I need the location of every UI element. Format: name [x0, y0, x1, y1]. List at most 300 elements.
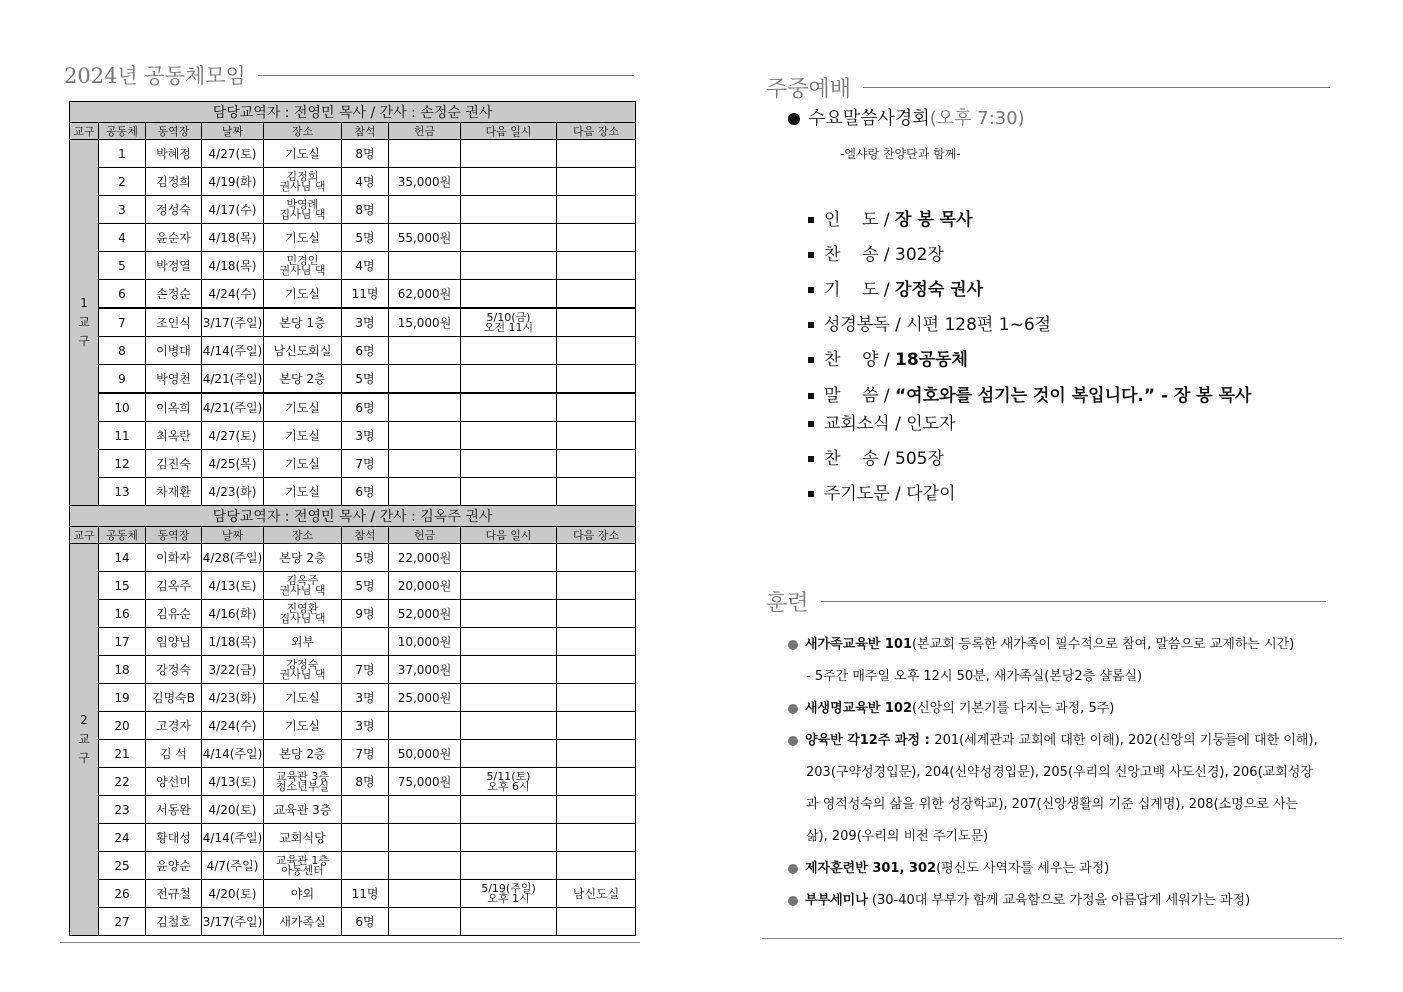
group-number: 25: [99, 852, 146, 880]
table-row: [70, 196, 636, 224]
leader-name: 김철호: [146, 908, 202, 936]
order-value: 장 봉 목사: [895, 210, 973, 230]
group-number: 18: [99, 656, 146, 684]
table-row: [70, 628, 636, 656]
column-header: 장소: [264, 123, 342, 140]
attendance: [342, 852, 389, 880]
next-place: [557, 450, 636, 478]
group-number: 26: [99, 880, 146, 908]
service-name: 수요말씀사경회: [808, 108, 930, 129]
community-schedule-table: [69, 101, 636, 936]
next-place: [557, 628, 636, 656]
square-bullet-icon: [808, 287, 814, 293]
meeting-date: 3/17(주일): [202, 308, 264, 337]
table-row: [70, 224, 636, 252]
training-name: 새가족교육반 101: [805, 637, 913, 652]
offering: [389, 140, 461, 168]
group-number: 16: [99, 600, 146, 628]
leader-name: 조인식: [146, 308, 202, 337]
training-item-200-line4: 삶), 209(우리의 비전 주기도문): [806, 829, 989, 844]
leader-name: 박정열: [146, 252, 202, 280]
offering: [389, 880, 461, 908]
offering: 62,000원: [389, 280, 461, 309]
next-date: [461, 478, 557, 506]
offering: [389, 796, 461, 824]
group-number: 11: [99, 422, 146, 450]
meeting-place: 교육관 3층: [264, 796, 342, 824]
order-value: 18공동체: [895, 350, 968, 370]
meeting-date: 4/13(토): [202, 572, 264, 600]
order-label: 교회소식 /: [824, 414, 907, 434]
order-label: 주기도문 /: [824, 484, 907, 504]
offering: [389, 337, 461, 365]
meeting-date: 3/17(주일): [202, 908, 264, 936]
order-label: 찬 송 /: [824, 449, 895, 469]
group-number: 17: [99, 628, 146, 656]
training-name: 부부세미나: [805, 893, 868, 908]
attendance: 4명: [342, 168, 389, 196]
training-item-102: [788, 693, 1318, 725]
table-row: [70, 768, 636, 796]
table-row: [70, 280, 636, 309]
next-date: [461, 852, 557, 880]
meeting-date: 4/28(주일): [202, 544, 264, 572]
table-row: [70, 544, 636, 572]
attendance: 8명: [342, 196, 389, 224]
next-date: [461, 365, 557, 394]
column-header: 동역장: [146, 123, 202, 140]
left-bottom-rule: [60, 942, 640, 943]
column-header: 날짜: [202, 123, 264, 140]
title-rule: [258, 75, 634, 76]
group-number: 27: [99, 908, 146, 936]
next-place: [557, 365, 636, 394]
attendance: 5명: [342, 544, 389, 572]
worship-order-item: [808, 275, 983, 300]
leader-name: 김유순: [146, 600, 202, 628]
meeting-place: 박영례 집사님 댁: [264, 196, 342, 224]
column-header: 다음 일시: [461, 123, 557, 140]
group-number: 23: [99, 796, 146, 824]
meeting-date: 4/19(화): [202, 168, 264, 196]
leader-name: 황대성: [146, 824, 202, 852]
group-number: 21: [99, 740, 146, 768]
attendance: [342, 628, 389, 656]
leader-name: 전규철: [146, 880, 202, 908]
next-date: [461, 712, 557, 740]
worship-order-item: [808, 409, 956, 434]
meeting-date: 4/23(화): [202, 684, 264, 712]
meeting-date: 4/14(주일): [202, 824, 264, 852]
next-date: [461, 656, 557, 684]
right-bottom-rule: [762, 938, 1342, 939]
training-item-couples: [788, 885, 1318, 917]
attendance: 6명: [342, 478, 389, 506]
attendance: 3명: [342, 684, 389, 712]
meeting-place: 기도실: [264, 393, 342, 422]
group-number: 24: [99, 824, 146, 852]
table-row: [70, 450, 636, 478]
order-label: 성경봉독 /: [824, 315, 907, 335]
next-date: [461, 572, 557, 600]
attendance: 9명: [342, 600, 389, 628]
attendance: 8명: [342, 768, 389, 796]
training-item-101: [788, 629, 1318, 661]
next-date: [461, 168, 557, 196]
next-place: [557, 196, 636, 224]
column-header: 교구: [70, 123, 99, 140]
leader-name: 임양님: [146, 628, 202, 656]
group-number: 12: [99, 450, 146, 478]
next-date: [461, 450, 557, 478]
attendance: 7명: [342, 656, 389, 684]
worship-section-title: [766, 72, 1330, 103]
meeting-place: 교회식당: [264, 824, 342, 852]
meeting-date: 4/20(토): [202, 796, 264, 824]
next-place: [557, 740, 636, 768]
worship-order-item: [808, 479, 956, 504]
next-place: [557, 572, 636, 600]
attendance: 7명: [342, 740, 389, 768]
offering: [389, 824, 461, 852]
meeting-date: 4/7(주일): [202, 852, 264, 880]
column-header-row: [70, 527, 636, 544]
order-value: 505장: [895, 449, 944, 469]
worship-order-item: [808, 240, 944, 265]
meeting-place: 기도실: [264, 712, 342, 740]
meeting-place: 민경인 권사님 댁: [264, 252, 342, 280]
table-row: [70, 824, 636, 852]
leader-name: 차재환: [146, 478, 202, 506]
order-label: 찬 양 /: [824, 350, 895, 370]
meeting-place: 교육관 3층 청소년부실: [264, 768, 342, 796]
meeting-place: 강정숙 권사님 댁: [264, 656, 342, 684]
meeting-place: 기도실: [264, 684, 342, 712]
gyogu-1-leader-banner: 담당교역자 : 전영민 목사 / 간사 : 손정순 권사: [70, 102, 636, 123]
next-place: [557, 824, 636, 852]
training-item-200-line3: 과 영적성숙의 삶을 위한 성장학교), 207(신앙생활의 기준 십계명), 208(소명으로 사는: [806, 797, 1299, 812]
table-row: [70, 393, 636, 422]
meeting-date: 4/24(수): [202, 712, 264, 740]
next-date: [461, 544, 557, 572]
worship-order-item: [808, 205, 973, 230]
next-date: 5/11(토) 오후 6시: [461, 768, 557, 796]
attendance: 7명: [342, 450, 389, 478]
gyogu-2-label: 2 교 구: [70, 544, 99, 936]
attendance: 11명: [342, 880, 389, 908]
leader-name: 고경자: [146, 712, 202, 740]
column-header: 참석: [342, 527, 389, 544]
offering: [389, 712, 461, 740]
offering: 15,000원: [389, 308, 461, 337]
worship-order-item: [808, 381, 1251, 406]
meeting-date: 4/21(주일): [202, 365, 264, 394]
offering: 35,000원: [389, 168, 461, 196]
table-row: [70, 168, 636, 196]
square-bullet-icon: [808, 217, 814, 223]
meeting-date: 4/13(토): [202, 768, 264, 796]
leader-name: 김명숙B: [146, 684, 202, 712]
table-row: [70, 740, 636, 768]
leader-name: 양선미: [146, 768, 202, 796]
next-place: [557, 308, 636, 337]
worship-order-item: [808, 345, 968, 370]
next-date: [461, 422, 557, 450]
meeting-place: 김정희 권사님 댁: [264, 168, 342, 196]
training-item-200-line2: 203(구약성경입문), 204(신약성경입문), 205(우리의 신앙고백 사도신경), 206(교회성장: [806, 765, 1313, 780]
attendance: 8명: [342, 140, 389, 168]
leader-name: 서동완: [146, 796, 202, 824]
next-place: [557, 168, 636, 196]
meeting-date: 4/14(주일): [202, 740, 264, 768]
leader-name: 김정희: [146, 168, 202, 196]
worship-order-item: [808, 310, 1051, 335]
leader-name: 김 석: [146, 740, 202, 768]
training-item-101-detail: - 5주간 매주일 오후 12시 50분, 새가족실(본당2층 샬롬실): [806, 669, 1143, 684]
meeting-place: 야외: [264, 880, 342, 908]
table-row: [70, 908, 636, 936]
attendance: [342, 824, 389, 852]
attendance: [342, 796, 389, 824]
meeting-date: 4/23(화): [202, 478, 264, 506]
service-time: (오후 7:30): [929, 108, 1025, 129]
table-row: [70, 712, 636, 740]
order-value: 302장: [895, 245, 944, 265]
meeting-date: 4/14(주일): [202, 337, 264, 365]
group-number: 3: [99, 196, 146, 224]
table-row: [70, 572, 636, 600]
next-date: [461, 628, 557, 656]
leader-name: 손정순: [146, 280, 202, 309]
order-value: 시편 128편 1~6절: [906, 315, 1052, 335]
column-header: 교구: [70, 527, 99, 544]
order-value: 다같이: [906, 484, 956, 504]
next-date: [461, 140, 557, 168]
meeting-place: 새가족실: [264, 908, 342, 936]
next-place: [557, 656, 636, 684]
column-header: 헌금: [389, 123, 461, 140]
table-row: [70, 880, 636, 908]
next-date: [461, 684, 557, 712]
next-date: [461, 280, 557, 309]
order-label: 인 도 /: [824, 210, 895, 230]
meeting-place: 본당 2층: [264, 365, 342, 394]
offering: 37,000원: [389, 656, 461, 684]
meeting-date: 4/27(토): [202, 140, 264, 168]
training-item-300: [788, 853, 1318, 885]
training-name: 제자훈련반 301, 302: [805, 861, 937, 876]
column-header: 참석: [342, 123, 389, 140]
meeting-place: 남신도회실: [264, 337, 342, 365]
next-place: [557, 224, 636, 252]
meeting-date: 4/27(토): [202, 422, 264, 450]
meeting-place: 본당 2층: [264, 544, 342, 572]
attendance: 11명: [342, 280, 389, 309]
group-number: 2: [99, 168, 146, 196]
training-name: 양육반 각12주 과정 :: [805, 733, 935, 748]
leader-name: 김진숙: [146, 450, 202, 478]
group-number: 22: [99, 768, 146, 796]
training-list: [788, 629, 1318, 917]
attendance: 3명: [342, 712, 389, 740]
left-section-title: [64, 60, 634, 90]
offering: 10,000원: [389, 628, 461, 656]
column-header: 헌금: [389, 527, 461, 544]
meeting-date: 3/22(금): [202, 656, 264, 684]
bullet-icon: [788, 113, 800, 125]
square-bullet-icon: [808, 393, 814, 399]
attendance: 3명: [342, 308, 389, 337]
group-number: 15: [99, 572, 146, 600]
training-desc: 201(세계관과 교회에 대한 이해), 202(신앙의 기둥들에 대한 이해),: [934, 733, 1318, 748]
next-place: [557, 478, 636, 506]
leader-name: 최옥란: [146, 422, 202, 450]
next-place: [557, 544, 636, 572]
column-header: 공동체: [99, 123, 146, 140]
group-number: 10: [99, 393, 146, 422]
meeting-place: 기도실: [264, 422, 342, 450]
square-bullet-icon: [808, 491, 814, 497]
offering: [389, 422, 461, 450]
next-date: [461, 600, 557, 628]
meeting-place: 김옥주 권사님 댁: [264, 572, 342, 600]
leader-name: 강정숙: [146, 656, 202, 684]
next-place: [557, 422, 636, 450]
offering: [389, 908, 461, 936]
offering: 25,000원: [389, 684, 461, 712]
offering: 22,000원: [389, 544, 461, 572]
square-bullet-icon: [808, 421, 814, 427]
table-row: [70, 796, 636, 824]
bullet-icon: [788, 640, 798, 650]
order-label: 말 씀 /: [824, 386, 895, 406]
meeting-date: 4/18(목): [202, 252, 264, 280]
next-date: 5/10(금) 오전 11시: [461, 308, 557, 337]
next-date: [461, 337, 557, 365]
offering: 55,000원: [389, 224, 461, 252]
next-date: [461, 252, 557, 280]
meeting-place: 기도실: [264, 450, 342, 478]
next-place: [557, 684, 636, 712]
group-number: 4: [99, 224, 146, 252]
next-place: [557, 796, 636, 824]
worship-service: [788, 104, 1025, 130]
meeting-date: 4/17(수): [202, 196, 264, 224]
meeting-place: 본당 1층: [264, 308, 342, 337]
offering: [389, 365, 461, 394]
next-place: [557, 768, 636, 796]
meeting-place: 기도실: [264, 280, 342, 309]
offering: 75,000원: [389, 768, 461, 796]
next-date: [461, 196, 557, 224]
next-place: [557, 600, 636, 628]
worship-title-text: 주중예배: [766, 77, 852, 102]
leader-name: 이화자: [146, 544, 202, 572]
group-number: 13: [99, 478, 146, 506]
next-place: [557, 280, 636, 309]
training-desc: (평신도 사역자를 세우는 과정): [936, 861, 1110, 876]
meeting-date: 4/18(목): [202, 224, 264, 252]
table-row: [70, 337, 636, 365]
table-row: [70, 422, 636, 450]
next-date: [461, 796, 557, 824]
next-place: [557, 712, 636, 740]
group-number: 1: [99, 140, 146, 168]
training-desc: (30-40대 부부가 함께 교육함으로 가정을 아름답게 세워가는 과정): [867, 893, 1251, 908]
attendance: 4명: [342, 252, 389, 280]
column-header: 장소: [264, 527, 342, 544]
offering: [389, 393, 461, 422]
offering: [389, 478, 461, 506]
meeting-place: 기도실: [264, 224, 342, 252]
training-desc: (신앙의 기본기를 다지는 과정, 5주): [912, 701, 1115, 716]
column-header: 날짜: [202, 527, 264, 544]
offering: 50,000원: [389, 740, 461, 768]
next-date: [461, 824, 557, 852]
group-number: 7: [99, 308, 146, 337]
training-section-title: [766, 586, 1326, 617]
attendance: 5명: [342, 365, 389, 394]
next-place: [557, 337, 636, 365]
column-header: 다음 일시: [461, 527, 557, 544]
order-value: 인도자: [906, 414, 956, 434]
leader-name: 김옥주: [146, 572, 202, 600]
group-number: 5: [99, 252, 146, 280]
square-bullet-icon: [808, 322, 814, 328]
offering: [389, 450, 461, 478]
group-number: 6: [99, 280, 146, 309]
order-value: 강정숙 권사: [895, 280, 984, 300]
table-row: [70, 478, 636, 506]
offering: [389, 252, 461, 280]
bullet-icon: [788, 896, 798, 906]
bullet-icon: [788, 736, 798, 746]
worship-order-item: [808, 444, 944, 469]
title-rule: [863, 87, 1330, 88]
training-desc: (본교회 등록한 새가족이 필수적으로 참여, 말씀으로 교제하는 시간): [912, 637, 1295, 652]
service-subtitle: -엘샤랑 찬양단과 함께-: [840, 147, 961, 161]
leader-name: 윤순자: [146, 224, 202, 252]
group-number: 8: [99, 337, 146, 365]
next-place: [557, 393, 636, 422]
meeting-place: 기도실: [264, 140, 342, 168]
training-name: 새생명교육반 102: [805, 701, 913, 716]
meeting-date: 4/25(목): [202, 450, 264, 478]
left-title-text: 2024년 공동체모임: [64, 64, 246, 88]
group-number: 19: [99, 684, 146, 712]
offering: [389, 196, 461, 224]
offering: 20,000원: [389, 572, 461, 600]
order-value: “여호와를 섬기는 것이 복입니다.” - 장 봉 목사: [895, 386, 1252, 406]
training-title-text: 훈련: [766, 591, 809, 616]
gyogu-1-label: 1 교 구: [70, 140, 99, 506]
bullet-icon: [788, 864, 798, 874]
attendance: 6명: [342, 337, 389, 365]
training-item-200: [788, 725, 1318, 757]
column-header: 동역장: [146, 527, 202, 544]
next-place: [557, 908, 636, 936]
next-place: [557, 140, 636, 168]
title-rule: [821, 601, 1326, 602]
next-date: [461, 224, 557, 252]
next-date: 5/19(주일) 오후 1시: [461, 880, 557, 908]
attendance: 5명: [342, 224, 389, 252]
column-header: 다음 장소: [557, 123, 636, 140]
gyogu-2-leader-banner: 담당교역자 : 전영민 목사 / 간사 : 김옥주 권사: [70, 506, 636, 527]
meeting-place: 교육관 1층 아동센터: [264, 852, 342, 880]
table-row: [70, 140, 636, 168]
leader-name: 이옥희: [146, 393, 202, 422]
